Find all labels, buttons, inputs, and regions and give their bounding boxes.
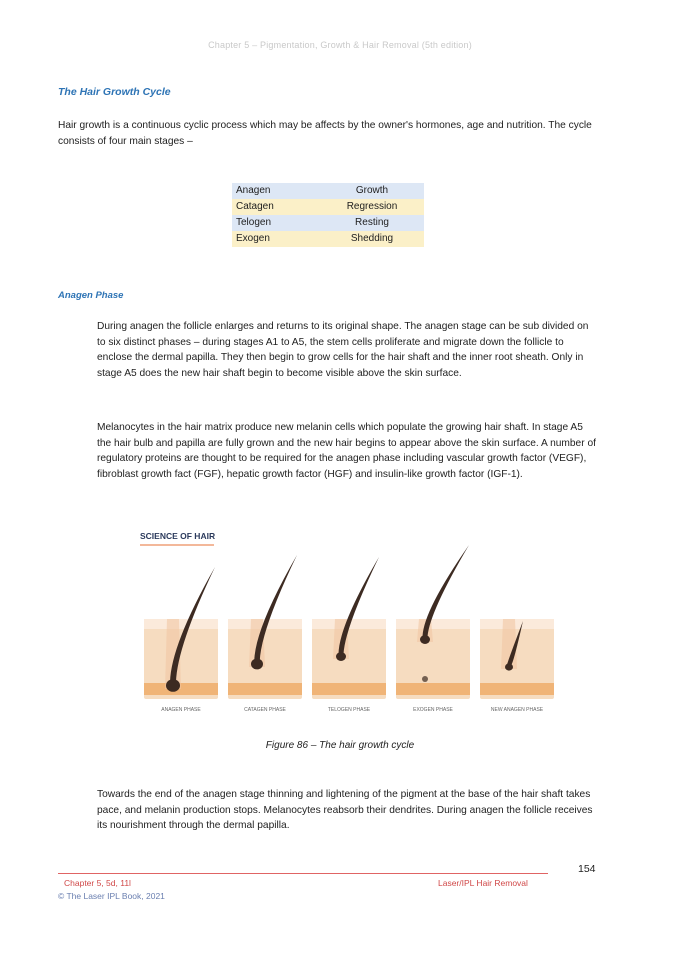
stage-description: Growth (355, 185, 389, 196)
skin-surface (144, 619, 218, 629)
hair-bulb (420, 635, 430, 644)
fat-layer (480, 683, 554, 695)
panel-label: EXOGEN PHASE (413, 707, 453, 713)
panel-label: TELOGEN PHASE (327, 707, 371, 713)
footer-copyright: © The Laser IPL Book, 2021 (58, 891, 165, 901)
footer-chapter: Chapter 5, 5d, 11l (64, 878, 131, 888)
panel-label: CATAGEN PHASE (244, 707, 286, 713)
footer-rule (58, 873, 548, 874)
hair-bulb (166, 679, 180, 692)
stages-table (232, 183, 424, 247)
hair-cycle-figure (138, 527, 558, 722)
hair-bulb (251, 659, 263, 670)
stage-description: Resting (355, 217, 389, 228)
stage-name: Anagen (236, 185, 271, 196)
skin-surface (480, 619, 554, 629)
stage-row (232, 231, 424, 247)
new-hair-germ (422, 676, 428, 682)
panel-label: ANAGEN PHASE (161, 707, 201, 713)
skin-surface (396, 619, 470, 629)
section-heading: The Hair Growth Cycle (58, 86, 171, 98)
hair-panels (144, 545, 554, 713)
stage-name: Catagen (236, 201, 274, 212)
stage-name: Exogen (236, 233, 270, 244)
stage-row (232, 199, 424, 215)
fat-layer (228, 683, 302, 695)
fat-layer (396, 683, 470, 695)
intro-paragraph: Hair growth is a continuous cyclic process which may be affects by the owner's hormones, age and nutrition. The cycle consists of four main stages – (58, 120, 592, 147)
body-paragraph: During anagen the follicle enlarges and returns to its original shape. The anagen stage can be sub divided on to six distinct phases – during stages A1 to A5, the stem cells proliferate and migrate down the follicle to enclose the dermal papilla. They then begin to grow cells for the hair shaft and the inner root sheath. Only in stage A5 does the new hair shaft begin to become visible above the skin surface. (97, 321, 589, 379)
stage-description: Regression (346, 201, 398, 212)
stage-row (232, 183, 424, 199)
hair-bulb (505, 663, 513, 670)
subsection-heading: Anagen Phase (58, 290, 124, 301)
panel-label: NEW ANAGEN PHASE (490, 707, 544, 713)
figure-title: SCIENCE OF HAIR (140, 531, 216, 541)
fat-layer (312, 683, 386, 695)
running-header: Chapter 5 – Pigmentation, Growth & Hair Removal (5th edition) (208, 40, 472, 50)
body-paragraph: Melanocytes in the hair matrix produce new melanin cells which populate the growing hair shaft. In stage A5 the hair bulb and papilla are fully grown and the new hair begins to appear above the skin surface. A number of regulatory proteins are thought to be required for the anagen phase including vascular growth factor (VEGF), fibroblast growth fact (FGF), hepatic growth factor (HGF) and insulin-like growth factor (IGF-1). (97, 422, 596, 480)
footer-title: Laser/IPL Hair Removal (438, 878, 528, 888)
stage-name: Telogen (236, 217, 272, 228)
hair-cycle-illustration (138, 527, 558, 722)
figure-caption: Figure 86 – The hair growth cycle (265, 740, 415, 751)
page-number: 154 (578, 863, 596, 875)
hair-bulb (336, 652, 346, 661)
stage-description: Shedding (350, 233, 394, 244)
stage-row (232, 215, 424, 231)
figure-title-underline (140, 544, 214, 546)
body-paragraph: Towards the end of the anagen stage thinning and lightening of the pigment at the base of the hair shaft takes pace, and melanin production stops. Melanocytes reabsorb their dendrites. During anagen the follicle receives its nourishment through the dermal papilla. (97, 789, 593, 831)
